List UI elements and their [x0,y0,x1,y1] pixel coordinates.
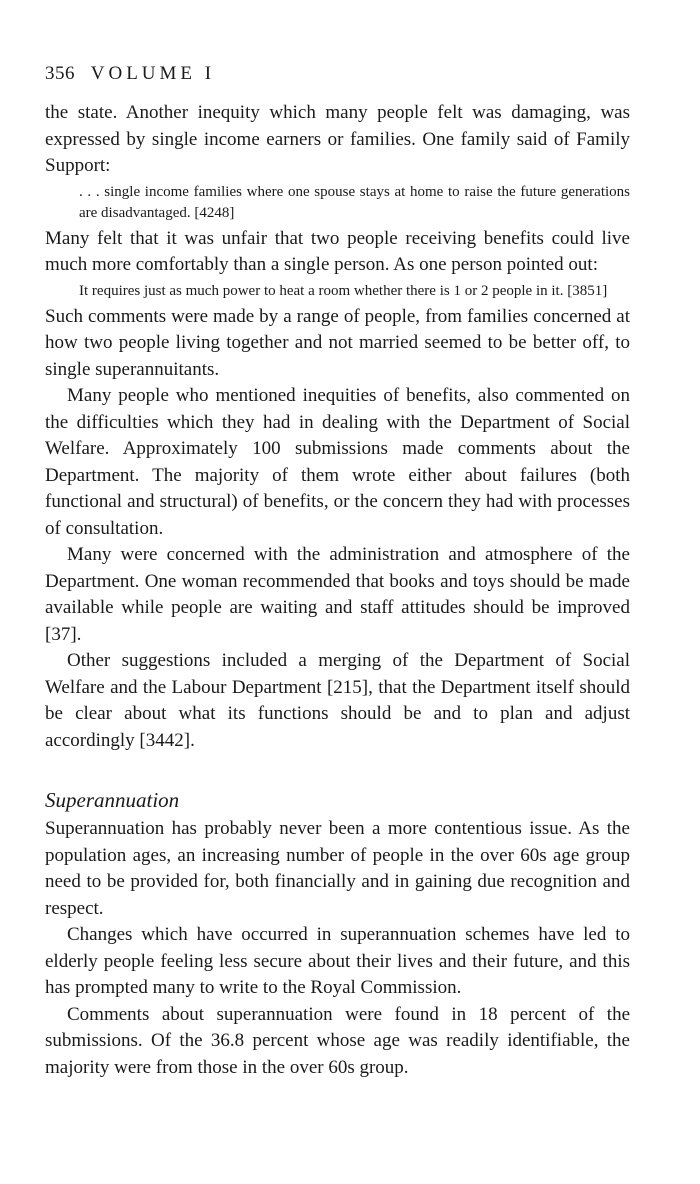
section-paragraph: Superannuation has probably never been a more contentious issue. As the population ages, an increasing number of people in the over 60s age group need to be provided for, both financially and in gaining due recognition and respect. [45,818,630,919]
volume-label: VOLUME I [90,63,216,84]
page-number: 356 [45,63,75,84]
body-paragraph: Such comments were made by a range of people, from families concerned at how two people living together and not married seemed to be better off, to single superannuitants. [45,305,630,380]
body-paragraph: Other suggestions included a merging of the Department of Social Welfare and the Labour Department [215], that the Department itself should be clear about what its functions should be and to plan and adjust accordingly [3442]. [45,650,630,751]
section-heading: Superannuation [45,788,180,812]
document-page [45,60,630,1081]
running-header [45,60,630,88]
body-paragraph: Many people who mentioned inequities of benefits, also commented on the difficulties which they had in dealing with the Department of Social Welfare. Approximately 100 submissions made comments about the Department. The majority of them wrote either about failures (both functional and structural) of benefits, or the concern they had with processes of consultation. [45,385,630,539]
body-paragraph: Many felt that it was unfair that two people receiving benefits could live much more comfortably than a single person. As one person pointed out: [45,227,630,275]
body-paragraph: Many were concerned with the administration and atmosphere of the Department. One woman recommended that books and toys should be made available while people are waiting and staff attitudes should be improved [37]. [45,544,630,645]
block-quote: . . . single income families where one spouse stays at home to raise the future generations are disadvantaged. [4248] [79,183,630,221]
section-paragraph: Changes which have occurred in superannuation schemes have led to elderly people feeling less secure about their lives and their future, and this has prompted many to write to the Royal Commission. [45,924,630,998]
body-paragraph: the state. Another inequity which many people felt was damaging, was expressed by single income earners or families. One family said of Family Support: [45,102,630,176]
block-quote: It requires just as much power to heat a room whether there is 1 or 2 people in it. [3851] [79,282,608,299]
section-paragraph: Comments about superannuation were found in 18 percent of the submissions. Of the 36.8 percent whose age was readily identifiable, the majority were from those in the over 60s group. [45,1003,630,1078]
